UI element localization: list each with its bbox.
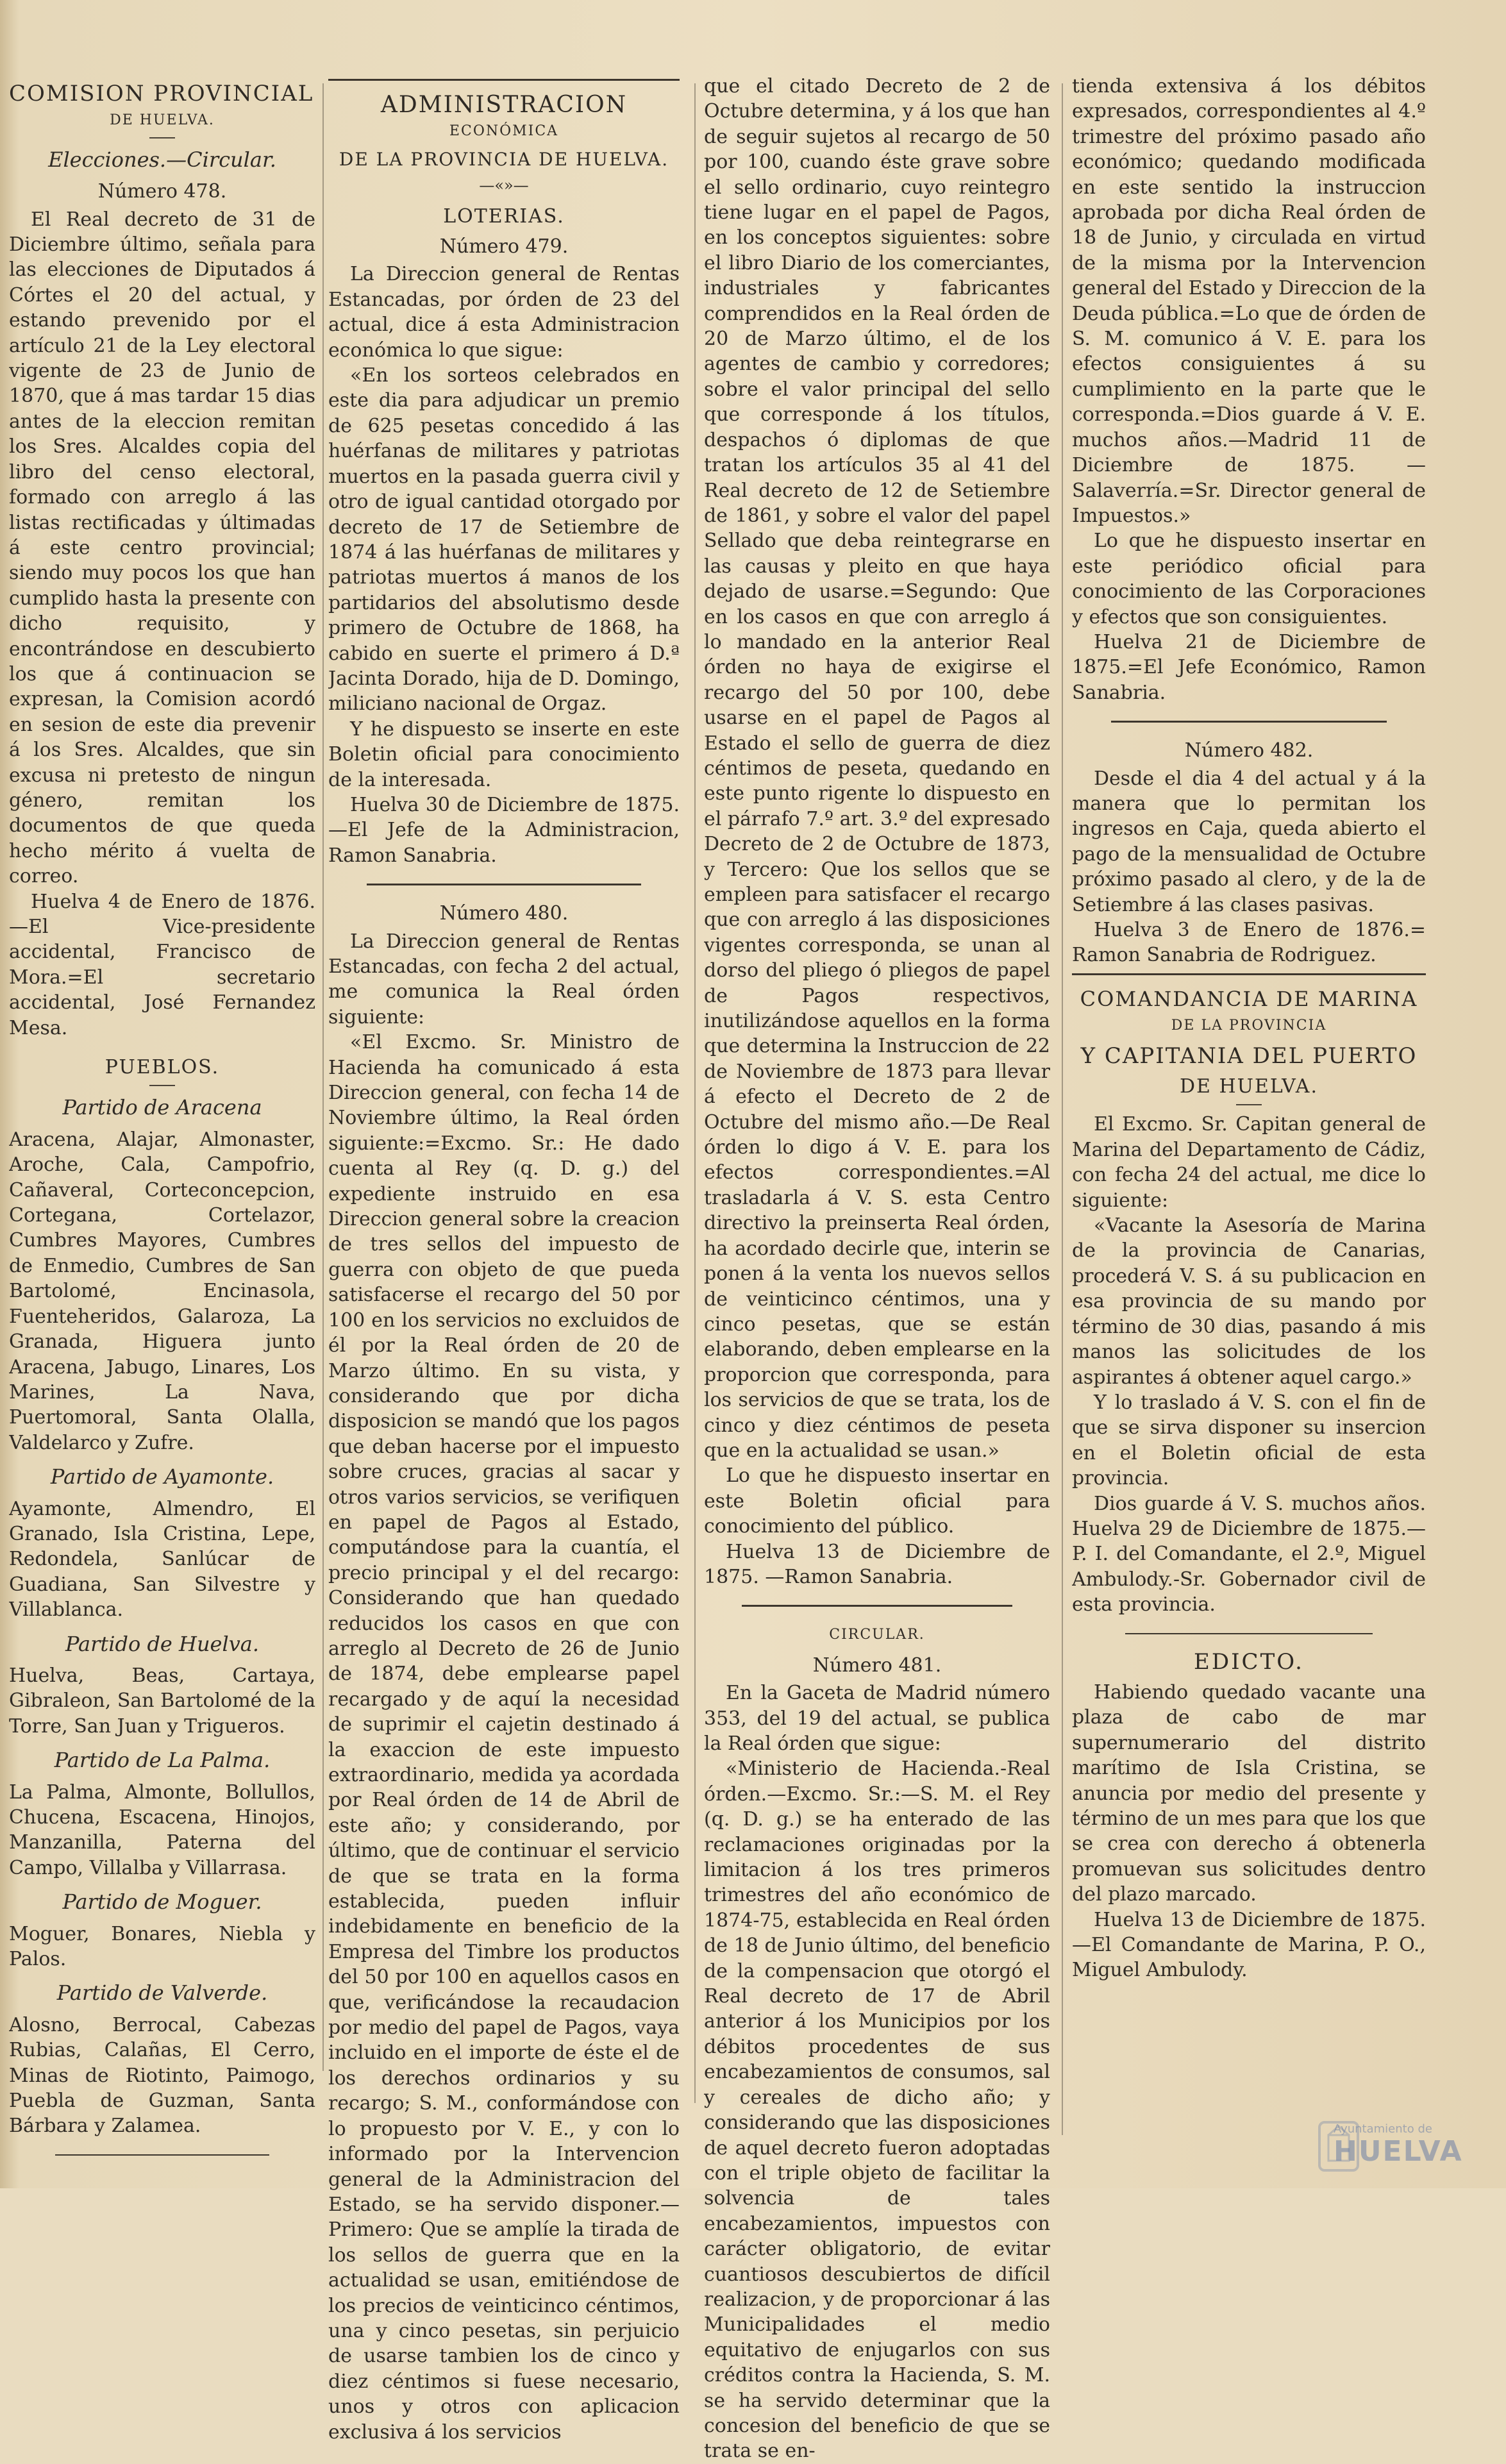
section-title: COMISION PROVINCIAL — [9, 81, 314, 106]
paragraph: Lo que he dispuesto insertar en este Boletin oficial para conocimiento del público. — [704, 1464, 1050, 1538]
signature: Huelva 30 de Diciembre de 1875. —El Jefe de la Administracion, Ramon Sanabria. — [328, 793, 680, 867]
paragraph: «Vacante la Asesoría de Marina de la provincia de Canarias, procederá V. S. á su publicacion en esa provincia de su mando por término de 30 dias, pasando á mis manos las solicitudes de los aspirantes á obtener aquel cargo.» — [1072, 1214, 1426, 1389]
partido-heading: Partido de Aracena — [62, 1095, 262, 1120]
paragraph: La Direccion general de Rentas Estancadas, con fecha 2 del actual, me comunica la Real órden siguiente: — [328, 930, 680, 1028]
divider — [149, 1085, 175, 1086]
section-subtitle: DE LA PROVINCIA DE HUELVA. — [339, 148, 669, 170]
paragraph: Y lo traslado á V. S. con el fin de que se sirva disponer su insercion en el Boletin oficial de esta provincia. — [1072, 1391, 1426, 1490]
divider — [149, 137, 175, 138]
column-3 — [704, 74, 1050, 2464]
divider — [1236, 1104, 1262, 1105]
paragraph: Y he dispuesto se inserte en este Boletin oficial para conocimiento de la interesada. — [328, 717, 680, 791]
subsection-heading: Elecciones.—Circular. — [48, 147, 276, 172]
divider — [1072, 973, 1426, 975]
partido-heading: Partido de La Palma. — [54, 1748, 271, 1773]
item-number: Número 481. — [812, 1654, 942, 1677]
divider — [367, 884, 640, 885]
paragraph: El Real decreto de 31 de Diciembre último, señala para las elecciones de Diputados á Córtes el 20 del actual, y estando prevenido por el artículo 21 de la Ley electoral vigente de 23 de Junio de 1870, que á mas tardar 15 dias antes de la eleccion remitan los Sres. Alcaldes copia del libro del censo electoral, formado con arreglo á las listas rectificadas y últimadas á este centro provincial; siendo muy pocos los que han cumplido hasta la presente con dicho requisito, y encontrándose en descubierto los que á continuacion se expresan, la Comision acordó en sesion de este dia prevenir á los Sres. Alcaldes, que sin excusa ni pretesto de ningun género, remitan los documentos de que queda hecho mérito á vuelta de correo. — [9, 208, 315, 888]
section-title: ADMINISTRACION — [380, 92, 628, 118]
signature: Huelva 21 de Diciembre de 1875.=El Jefe Económico, Ramon Sanabria. — [1072, 630, 1426, 704]
pueblos-heading: PUEBLOS. — [105, 1056, 220, 1079]
town-list: Aracena, Alajar, Almonaster, Aroche, Cala, Campofrio, Cañaveral, Corteconcepcion, Cortegana, Cortelazor, Cumbres Mayores, Cumbres de Enmedio, Cumbres de San Bartolomé, Encinasola, Fuenteheridos, Galaroza, La Granada, Higuera junto Aracena, Jabugo, Linares, Los Marines, La Nava, Puertomoral, Santa Olalla, Valdelarco y Zufre. — [9, 1128, 315, 1454]
section-subtitle: Y CAPITANIA DEL PUERTO — [1080, 1043, 1418, 1069]
paragraph: El Excmo. Sr. Capitan general de Marina del Departamento de Cádiz, con fecha 24 del actual, me dice lo siguiente: — [1072, 1113, 1426, 1212]
town-list: Moguer, Bonares, Niebla y Palos. — [9, 1922, 315, 1971]
paragraph: «En los sorteos celebrados en este dia para adjudicar un premio de 625 pesetas concedido á las huérfanas de militares y patriotas muertos en la pasada guerra civil y otro de igual cantidad otorgado por decreto de 17 de Setiembre de 1874 á las huérfanas de militares y patriotas muertos á manos de los partidarios del absolutismo desde primero de Octubre de 1868, ha cabido en suerte el primero á D.ª Jacinta Dorado, hija de D. Domingo, miliciano nacional de Orgaz. — [328, 364, 680, 716]
partido-heading: Partido de Moguer. — [62, 1890, 262, 1915]
divider — [742, 1605, 1012, 1607]
section-title: COMANDANCIA DE MARINA — [1080, 986, 1418, 1011]
partido-heading: Partido de Valverde. — [56, 1981, 268, 2006]
ornament: —«»— — [479, 176, 529, 195]
subsection-heading: CIRCULAR. — [829, 1627, 925, 1643]
signature: Huelva 13 de Diciembre de 1875.—El Comandante de Marina, P. O., Miguel Ambulody. — [1072, 1908, 1426, 1982]
partido-heading: Partido de Huelva. — [65, 1631, 260, 1656]
item-number: Número 479. — [439, 235, 569, 258]
town-list: La Palma, Almonte, Bollullos, Chucena, Escacena, Hinojos, Manzanilla, Paterna del Campo, Villalba y Villarrasa. — [9, 1781, 315, 1879]
signature: Huelva 13 de Diciembre de 1875. —Ramon Sanabria. — [704, 1540, 1050, 1588]
divider — [55, 2154, 270, 2156]
column-divider — [694, 83, 696, 2103]
section-subtitle: DE HUELVA. — [1179, 1075, 1319, 1098]
paragraph: tienda extensiva á los débitos expresados, correspondientes al 4.º trimestre del próximo pasado año económico; quedando modificada en este sentido la instruccion aprobada por dicha Real órden de 18 de Junio, y circulada en virtud de la misma por la Intervencion general del Estado y Direccion de la Deuda pública.=Lo que de órden de S. M. comunico á V. E. para los efectos consiguientes á su cumplimiento en la parte que le corresponda.=Dios guarde á V. E. muchos años.—Madrid 11 de Diciembre de 1875. —Salaverría.=Sr. Director general de Impuestos.» — [1072, 75, 1426, 527]
town-list: Huelva, Beas, Cartaya, Gibraleon, San Bartolomé de la Torre, San Juan y Trigueros. — [9, 1664, 315, 1738]
paragraph: «El Excmo. Sr. Ministro de Hacienda ha comunicado á esta Direccion general, con fecha 14 de Noviembre último, la Real órden siguiente:=Excmo. Sr.: He dado cuenta al Rey (q. D. g.) del expediente instruido en esa Direccion general sobre la creacion de tres sellos del impuesto de guerra con objeto de que pueda satisfacerse el recargo del 50 por 100 en los servicios no excluidos de él por la Real órden de 20 de Marzo último. En su vista, y considerando que por dicha disposicion se mandó que los pagos que deban hacerse por el impuesto sobre cruces, gracias al sacar y otros varios servicios, se verifiquen en papel de Pagos al Estado, computándose para la cuantía, el precio principal y el del recargo: Considerando que han quedado reducidos los casos en que con arreglo al Decreto de 26 de Junio de 1874, debe emplearse papel recargado y de aquí la necesidad de suprimir el cajetin destinado á la exaccion de este impuesto extraordinario, medida ya acordada por Real órden de 14 de Abril de este año; y considerando, por último, que de continuar el servicio de que se trata en la forma establecida, pueden influir indebidamente en beneficio de la Empresa del Timbre los productos del 50 por 100 en aquellos casos en que, verificándose la recaudacion por medio del papel de Pagos, vaya incluido en el importe de éste el de los derechos ordinarios y su recargo; S. M., conformándose con lo propuesto por V. E., y con lo informado por la Intervencion general de la Administracion del Estado, se ha servido disponer.—Primero: Que se amplíe la tirada de los sellos de guerra que en la actualidad se usan, emitiéndose de los precios de veinticinco céntimos, una y cinco pesetas, sin perjuicio de usarse tambien los de cinco y diez céntimos si fuese necesario, unos y otros con aplicacion exclusiva á los servicios — [328, 1031, 680, 2443]
edicto-heading: EDICTO. — [1194, 1648, 1304, 1675]
town-list: Alosno, Berrocal, Cabezas Rubias, Calañas, El Cerro, Minas de Riotinto, Paimogo, Puebla de Guzman, Santa Bárbara y Zalamea. — [9, 2013, 315, 2138]
section-subtitle: DE HUELVA. — [110, 112, 215, 129]
paragraph: Dios guarde á V. S. muchos años. Huelva 29 de Diciembre de 1875.—P. I. del Comandante, el 2.º, Miguel Ambulody.-Sr. Gobernador civil de esta provincia. — [1072, 1492, 1426, 1616]
watermark-caption: Ayuntamiento de — [1334, 2122, 1432, 2136]
divider — [1125, 1633, 1373, 1634]
town-list: Ayamonte, Almendro, El Granado, Isla Cristina, Lepe, Redondela, Sanlúcar de Guadiana, San Silvestre y Villablanca. — [9, 1497, 315, 1622]
column-divider — [1062, 83, 1063, 2135]
paragraph: que el citado Decreto de 2 de Octubre determina, y á los que han de seguir sujetos al recargo de 50 por 100, cuando éste grave sobre el sello ordinario, cuyo reintegro tiene lugar en el papel de Pagos, en los conceptos siguientes: sobre el libro Diario de los comerciantes, industriales y fabricantes comprendidos en la Real órden de 20 de Marzo último, el de los agentes de cambio y corredores; sobre el valor principal del sello que corresponde á los títulos, despachos ó diplomas de que tratan los artículos 35 al 41 del Real decreto de 12 de Setiembre de 1861, y sobre el valor del papel Sellado que deba reintegrarse en las causas y pleito en que haya dejado de usarse.=Segundo: Que en los casos en que con arreglo á lo mandado en la anterior Real órden no haya de exigirse el recargo del 50 por 100, debe usarse en el papel de Pagos al Estado el sello de guerra de diez céntimos de peseta, quedando en este punto rigente lo dispuesto en el párrafo 7.º art. 3.º del expresado Decreto de 2 de Octubre de 1873, y Tercero: Que los sellos que se empleen para satisfacer el recargo que con arreglo á las disposiciones vigentes corresponda, se unan al dorso del pliego ó pliegos de papel de Pagos respectivos, inutilizándose aquellos en la forma que determina la Instruccion de 22 de Noviembre de 1873 para llevar á efecto el Decreto de 2 de Octubre del mismo año.—De Real órden lo digo á V. E. para los efectos correspondientes.=Al trasladarla á V. S. esta Centro directivo la preinserta Real órden, ha acordado decirle que, interin se ponen á la venta los nuevos sellos de veinticinco céntimos, una y cinco pesetas, que se están elaborando, deben emplearse en la proporcion que corresponda, para los servicios de que se trata, los de cinco y diez céntimos de peseta que en la actualidad se usan.» — [704, 75, 1050, 1462]
column-1 — [9, 74, 315, 2171]
paragraph: Habiendo quedado vacante una plaza de cabo de mar supernumerario del distrito marítimo de Isla Cristina, se anuncia por medio del presente y término de un mes para que los que se crea con derecho á obtenerla promuevan sus solicitudes dentro del plazo marcado. — [1072, 1680, 1426, 1906]
subsection-heading: LOTERIAS. — [443, 205, 565, 228]
item-number: Número 478. — [97, 180, 227, 203]
divider — [1111, 721, 1387, 723]
paragraph: La Direccion general de Rentas Estancadas, por órden de 23 del actual, dice á esta Administracion económica lo que sigue: — [328, 263, 680, 362]
watermark-name: HUELVA — [1334, 2135, 1463, 2168]
signature: Huelva 4 de Enero de 1876. —El Vice-presidente accidental, Francisco de Mora.=El secretario accidental, José Fernandez Mesa. — [9, 890, 315, 1039]
item-number: Número 482. — [1184, 739, 1314, 762]
section-subtitle: DE LA PROVINCIA — [1171, 1018, 1327, 1034]
column-4 — [1072, 74, 1426, 1983]
paragraph: «Ministerio de Hacienda.-Real órden.—Excmo. Sr.:—S. M. el Rey (q. D. g.) se ha enterado de las reclamaciones originadas por la limitacion á los tres primeros trimestres del año económico de 1874-75, establecida en Real órden de 18 de Junio último, del beneficio de la compensacion que otorgó el Real decreto de 17 de Abril anterior á los Municipios por los débitos procedentes de sus encabezamientos de consumos, sal y cereales de dicho año; y considerando que las disposiciones de aquel decreto fueron adoptadas con el triple objeto de facilitar la solvencia de tales encabezamientos, impuestos con carácter obligatorio, de evitar cuantiosos descubiertos de difícil realizacion, y de proporcionar á las Municipalidades el medio equitativo de enjugarlos con sus créditos contra la Hacienda, S. M. se ha servido determinar que la concesion del beneficio de que se trata se en- — [704, 1757, 1050, 2463]
divider — [328, 79, 680, 81]
section-subtitle: ECONÓMICA — [449, 123, 559, 140]
paragraph: Lo que he dispuesto insertar en este periódico oficial para conocimiento de las Corporaciones y efectos que son consiguientes. — [1072, 530, 1426, 628]
item-number: Número 480. — [439, 902, 569, 925]
column-divider — [322, 83, 324, 2071]
partido-heading: Partido de Ayamonte. — [50, 1464, 274, 1489]
column-2 — [328, 74, 680, 2445]
paragraph: En la Gaceta de Madrid número 353, del 19 del actual, se publica la Real órden que sigue: — [704, 1682, 1050, 1755]
signature: Huelva 3 de Enero de 1876.= Ramon Sanabria de Rodriguez. — [1072, 919, 1426, 967]
paragraph: Desde el dia 4 del actual y á la manera que lo permitan los ingresos en Caja, queda abierto el pago de la mensualidad de Octubre próximo pasado al clero, y de la de Setiembre á las clases pasivas. — [1072, 767, 1426, 916]
